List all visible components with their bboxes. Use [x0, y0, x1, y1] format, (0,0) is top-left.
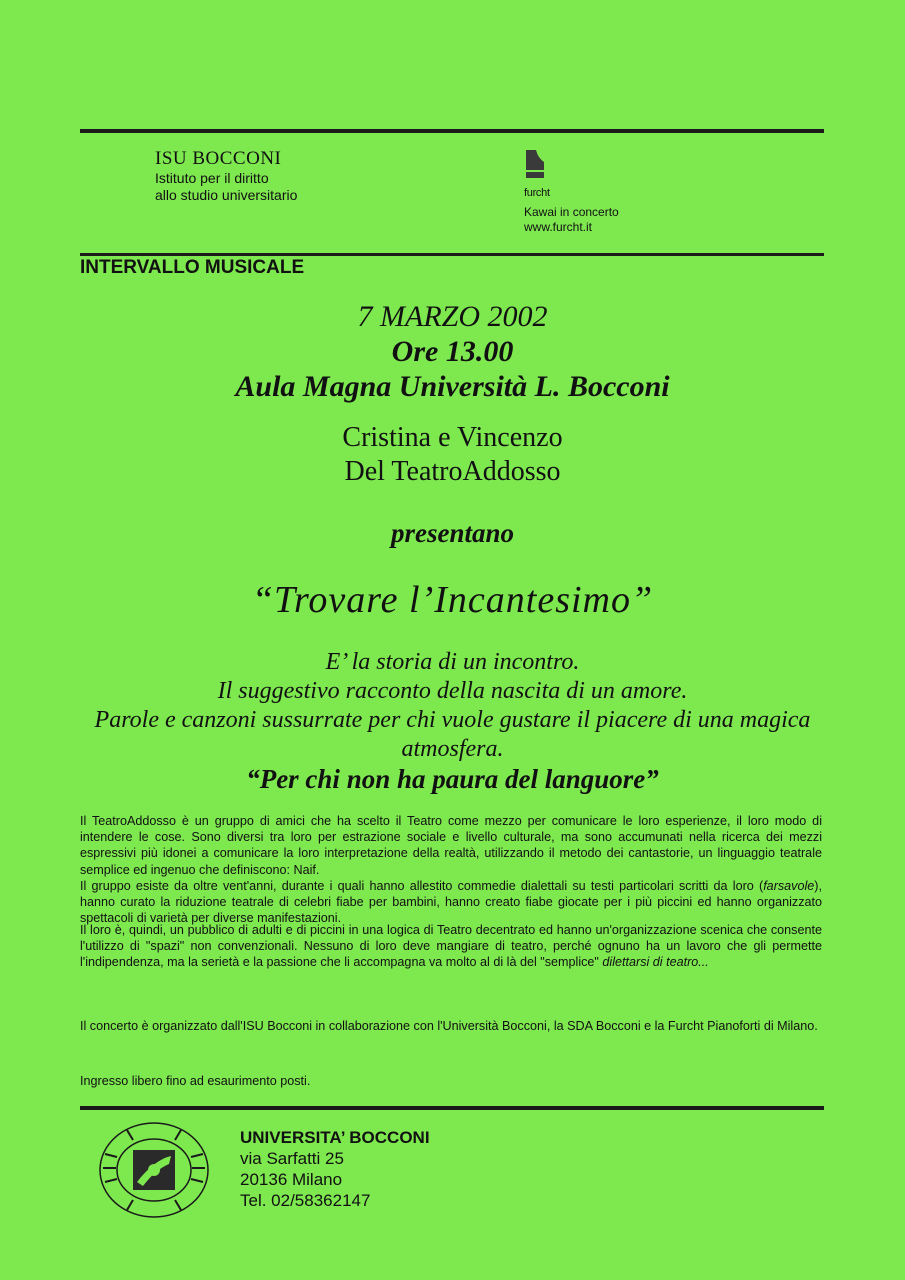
- event-date: 7 MARZO 2002: [357, 300, 548, 333]
- tagline-line3: Parole e canzoni sussurrate per chi vuole gustare il piacere di una magica: [94, 707, 811, 733]
- footer-city: 20136 Milano: [240, 1170, 343, 1189]
- isu-subtitle-line2: allo studio universitario: [155, 187, 298, 203]
- presentano-label: presentano: [390, 518, 515, 548]
- bottom-rule: [80, 1106, 824, 1110]
- tagline-line1: E’ la storia di un incontro.: [325, 649, 580, 675]
- footer-university: UNIVERSITA’ BOCCONI: [240, 1128, 430, 1147]
- performers-line1: Cristina e Vincenzo: [342, 422, 563, 453]
- tagline-line2: Il suggestivo racconto della nascita di un amore.: [217, 678, 688, 704]
- paragraph-3-text: Il loro è, quindi, un pubblico di adulti e di piccini in una logica di Teatro decentrato ed hanno un'organizzazione scenica che consente l'utilizzo di "spazi" non convenzionali. Nessuno di loro deve mangiare di teatro, perché ognuno ha un lavoro che gli permette l'indipendenza, ma la serietà e la passione che li accompagna va molto al di là del "semplice": [80, 923, 822, 970]
- description-paragraph-2: [80, 878, 822, 927]
- furcht-piano-logo-icon: [524, 148, 546, 180]
- paragraph-2-emphasis: farsavole: [763, 879, 815, 893]
- sponsor-tagline: Kawai in concerto: [524, 205, 619, 219]
- university-seal-icon: [97, 1120, 211, 1220]
- section-title: INTERVALLO MUSICALE: [80, 257, 305, 278]
- sponsor-block: [524, 148, 619, 235]
- show-quote: “Per chi non ha paura del languore”: [246, 764, 659, 794]
- performers-line2: Del TeatroAddosso: [344, 456, 561, 487]
- footer-address: [240, 1127, 430, 1211]
- paragraph-2-text-a: Il gruppo esiste da oltre vent'anni, durante i quali hanno allestito commedie dialettali su testi particolari scritti da loro (: [80, 879, 764, 893]
- admission-note: Ingresso libero fino ad esaurimento posti.: [80, 1074, 311, 1088]
- paragraph-3-emphasis: dilettarsi di teatro...: [602, 955, 709, 970]
- footer-phone: Tel. 02/58362147: [240, 1191, 371, 1210]
- isu-subtitle-line1: Istituto per il diritto: [155, 170, 269, 186]
- description-paragraph-3: [80, 922, 822, 971]
- sponsor-name: furcht: [524, 187, 550, 199]
- event-venue: Aula Magna Università L. Bocconi: [235, 370, 670, 403]
- paragraph-2-text-b: ), hanno curato la riduzione teatrale di celebri fiabe per bambini, hanno creato fiabe giocate per i più piccini ed hanno organizzato spettacoli di varietà per diverse manifestazioni.: [80, 879, 822, 926]
- event-time: Ore 13.00: [391, 335, 514, 368]
- description-paragraph-1: Il TeatroAddosso è un gruppo di amici che ha scelto il Teatro come mezzo per comunicare le loro esperienze, il loro modo di intendere le cose. Sono diversi tra loro per estrazione sociale e livello culturale, ma sono accumunati nella ricerca dei mezzi espressivi più idonei a comunicare la loro interpretazione della realtà, utilizzando il metodo dei cantastorie, un linguaggio teatrale semplice ed ingenuo che definiscono: Naif.: [80, 814, 822, 877]
- organizer-paragraph: Il concerto è organizzato dall'ISU Bocconi in collaborazione con l'Università Bocconi, la SDA Bocconi e la Furcht Pianoforti di Milano.: [80, 1019, 818, 1033]
- middle-rule: [80, 253, 824, 256]
- footer-street: via Sarfatti 25: [240, 1149, 344, 1168]
- isu-header: [155, 148, 297, 204]
- top-rule: [80, 129, 824, 133]
- tagline-line4: atmosfera.: [401, 736, 504, 762]
- sponsor-website: www.furcht.it: [524, 220, 593, 234]
- isu-title: ISU BOCCONI: [155, 148, 282, 169]
- show-title: “Trovare l’Incantesimo”: [251, 579, 654, 621]
